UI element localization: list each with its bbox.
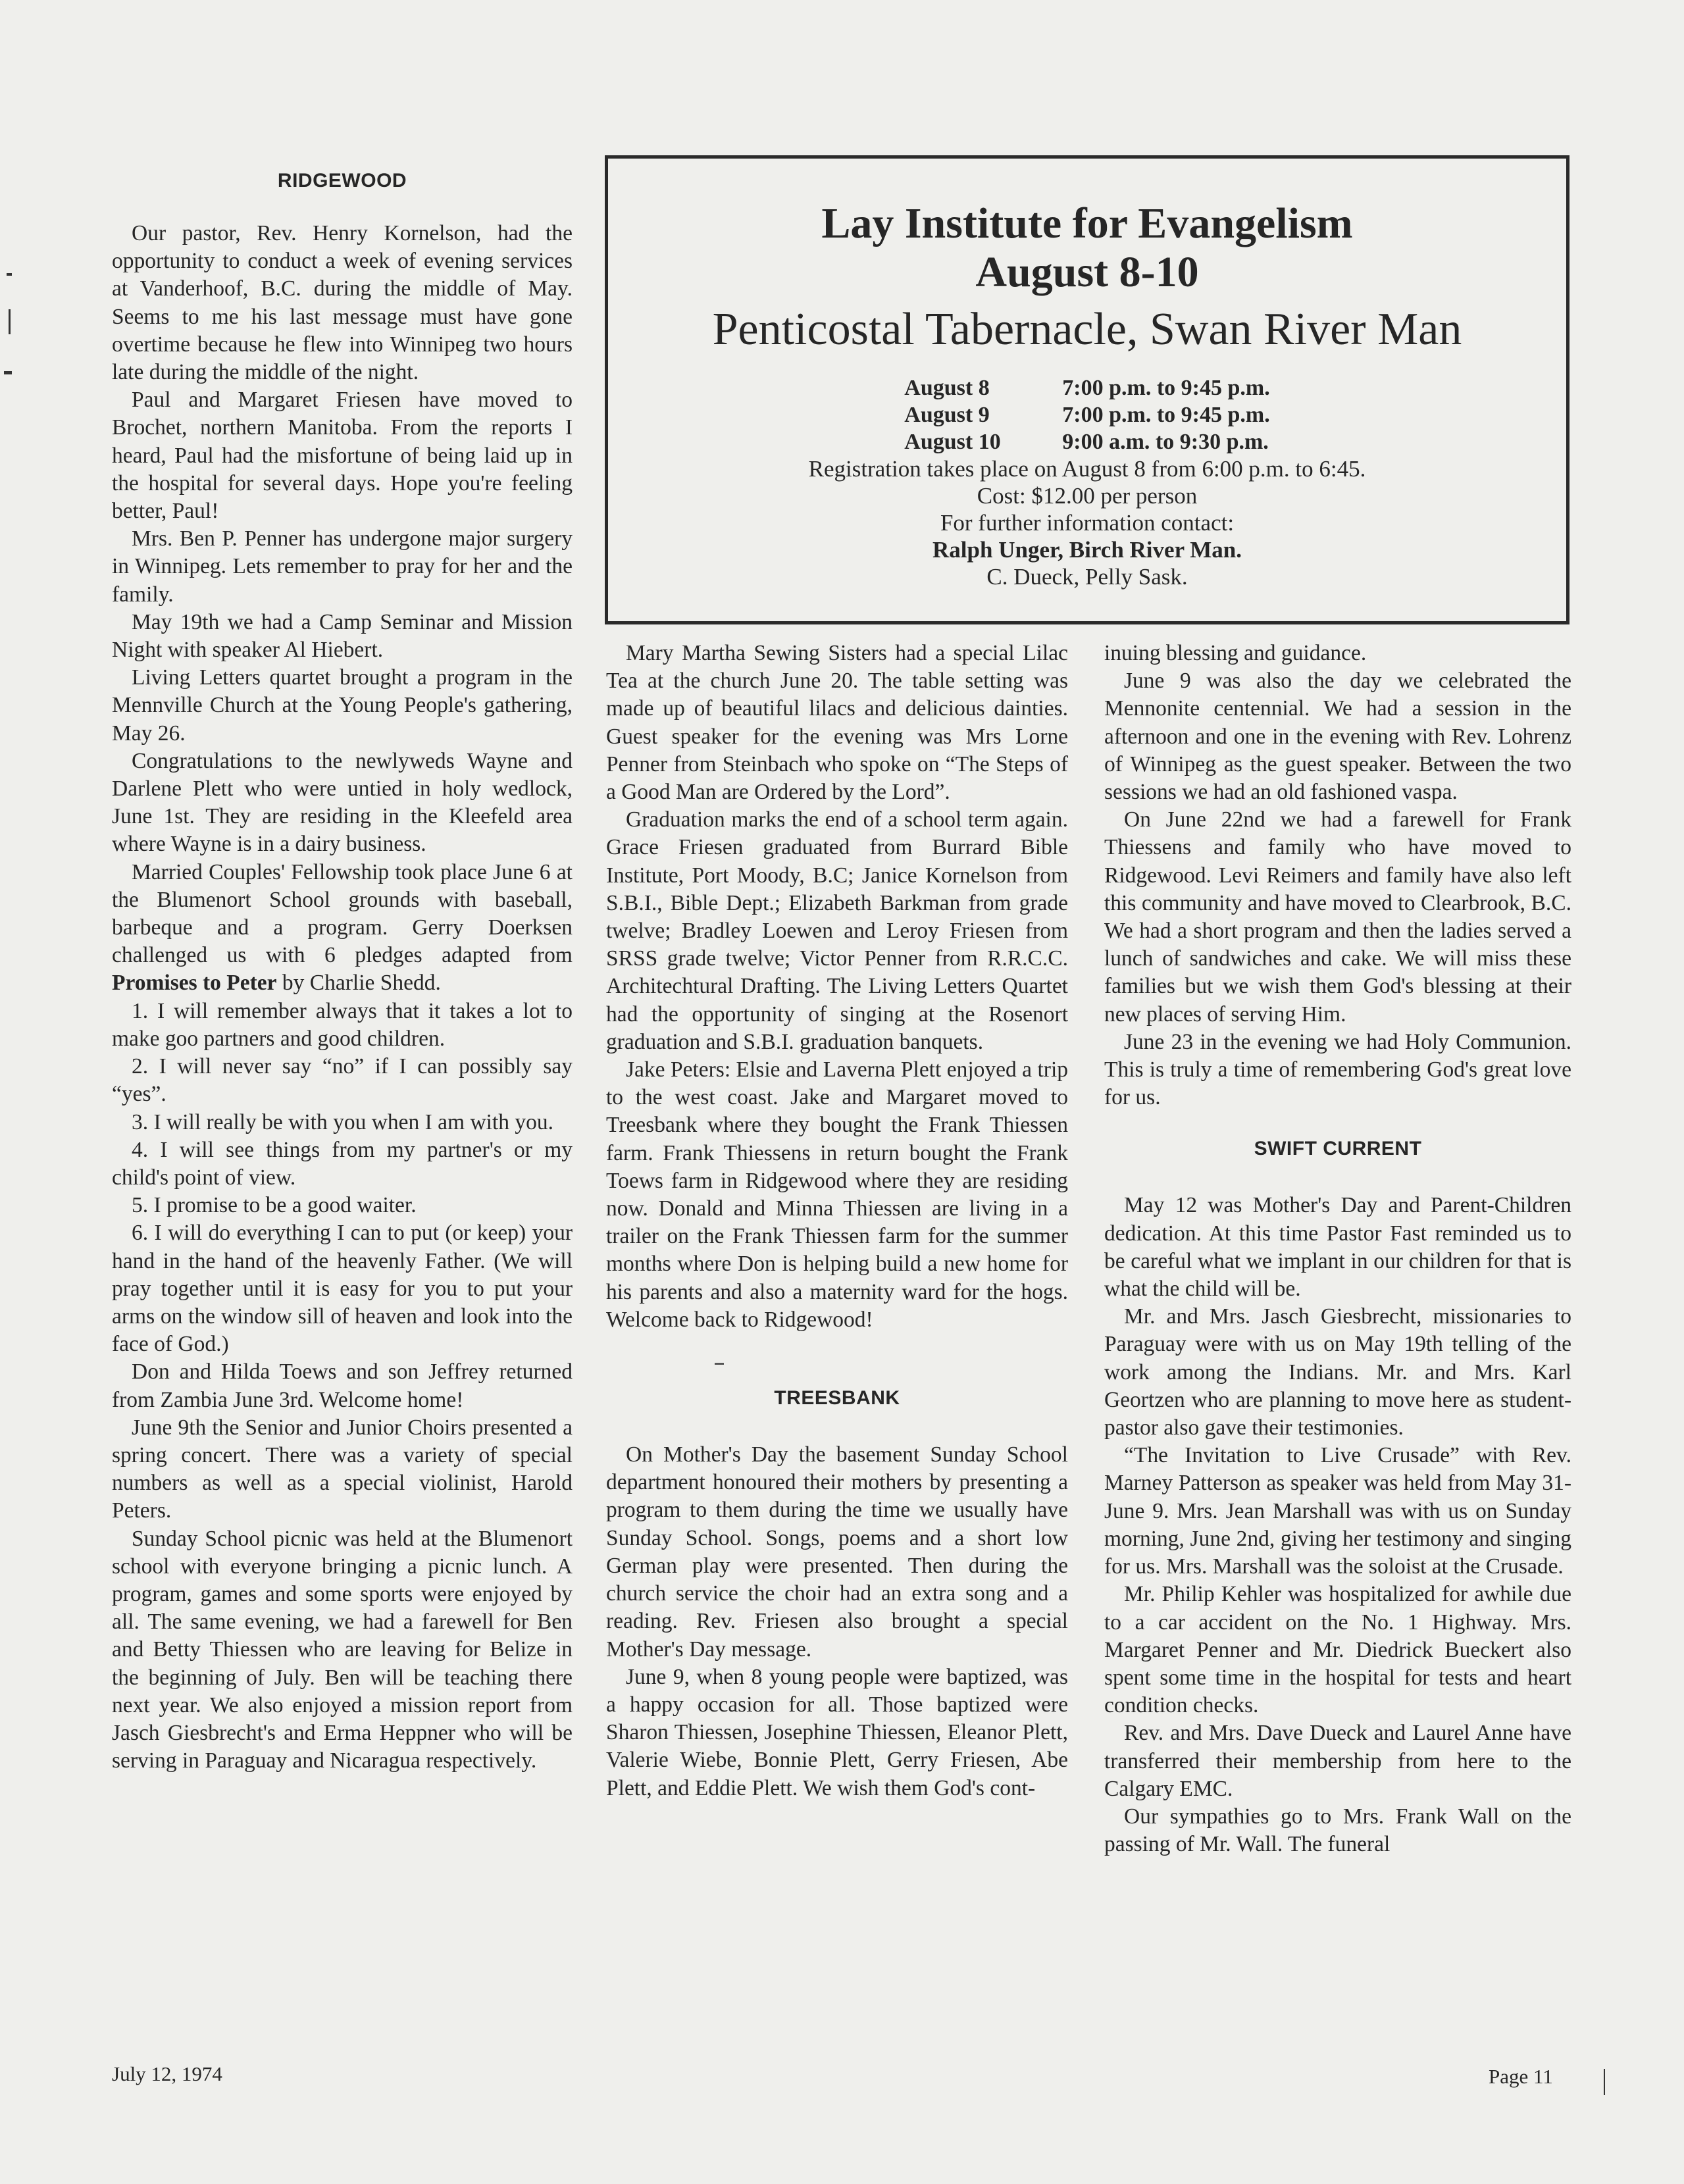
schedule-time: 7:00 p.m. to 9:45 p.m. (1062, 403, 1270, 427)
paragraph: Living Letters quartet brought a program in the Mennville Church at the Young People's gathering, May 26. (112, 665, 573, 746)
paragraph: Rev. and Mrs. Dave Dueck and Laurel Anne have transferred their membership from here to the Calgary EMC. (1104, 1721, 1571, 1801)
ad-title: Lay Institute for Evangelism (821, 199, 1353, 247)
scan-mark (9, 309, 11, 334)
ad-dates: August 8-10 (975, 248, 1199, 296)
paragraph-fellowship (112, 859, 573, 998)
paragraph: June 9, when 8 young people were baptized, was a happy occasion for all. Those baptized were Sharon Thiessen, Josephine Thiessen, Eleanor Plett, Valerie Wiebe, Bonnie Plett, Gerry Friesen, Abe Plett, and Eddie Plett. We wish them God's cont- (606, 1664, 1068, 1800)
event-advertisement-box (605, 155, 1569, 624)
cost-info: Cost: $12.00 per person (977, 483, 1198, 509)
paragraph: May 12 was Mother's Day and Parent-Children dedication. At this time Pastor Fast reminded us to be careful what we implant in our children for that is what the child will be. (1104, 1193, 1571, 1302)
paragraph: Graduation marks the end of a school term again. Grace Friesen graduated from Burrard Bible Institute, Port Moody, B.C; Janice Kornelson from S.B.I., Bible Dept.; Elizabeth Barkman from grade twelve; Bradley Loewen and Leroy Friesen from SRSS grade twelve; Victor Penner from R.R.C.C. Architechtural Drafting. The Living Letters Quartet had the opportunity of singing at the Rosenort graduation and S.B.I. graduation banquets. (606, 807, 1068, 1054)
paragraph: On June 22nd we had a farewell for Frank Thiessens and family who have moved to Ridgewood. Levi Reimers and family have also left this community and have moved to Clearbrook, B.C. We had a short program and then the ladies served a lunch of sandwiches and cake. We will miss these families but we wish them God's blessing at their new places of serving Him. (1104, 807, 1571, 1027)
schedule-date: August 9 (904, 403, 990, 427)
contact-name-1: Ralph Unger, Birch River Man. (932, 537, 1242, 563)
paragraph: June 9th the Senior and Junior Choirs presented a spring concert. There was a variety of special numbers as well as a special violinist, Harold Peters. (112, 1415, 573, 1523)
pledge-item: 3. I will really be with you when I am with you. (132, 1109, 554, 1134)
scan-mark (7, 273, 12, 276)
paragraph: June 23 in the evening we had Holy Communion. This is truly a time of remembering God's great love for us. (1104, 1029, 1571, 1110)
paragraph: Sunday School picnic was held at the Blumenort school with everyone bringing a picnic lunch. A program, games and some sports were enjoyed by all. The same evening, we had a farewell for Ben and Betty Thiessen who are leaving for Belize in the beginning of July. Ben will be teaching there next year. We also enjoyed a mission report from Jasch Giesbrecht's and Erma Heppner who will be serving in Paraguay and Nicaragua respectively. (112, 1526, 573, 1773)
pledge-item: 2. I will never say “no” if I can possibly say “yes”. (112, 1054, 573, 1107)
contact-name-2: C. Dueck, Pelly Sask. (986, 564, 1188, 590)
paragraph: Jake Peters: Elsie and Laverna Plett enjoyed a trip to the west coast. Jake and Margaret moved to Treesbank where they bought the Frank Thiessen farm. Frank Thiessens in return bought the Frank Toews farm in Ridgewood where they are residing now. Donald and Minna Thiessen are living in a trailer on the Frank Thiessen farm for the summer months where Don is helping build a new home for his parents and also a maternity ward for the hogs. Welcome back to Ridgewood! (606, 1057, 1068, 1332)
fellowship-text: Married Couples' Fellowship took place June 6 at the Blumenort School grounds with baseball, barbeque and a program. Gerry Doerksen challenged us with 6 pledges adapted from (112, 859, 573, 968)
paragraph-continuation: inuing blessing and guidance. (1104, 641, 1367, 665)
schedule-row (904, 401, 1269, 428)
paragraph: Congratulations to the newlyweds Wayne and Darlene Plett who were untied in holy wedlock, June 1st. They are residing in the Kleefeld area where Wayne is in a dairy business. (112, 748, 573, 857)
scan-mark (4, 371, 12, 374)
paragraph: Our pastor, Rev. Henry Kornelson, had the opportunity to conduct a week of evening services at Vanderhoof, B.C. during the middle of May. Seems to me his last message must have gone overtime because he flew into Winnipeg two hours late during the middle of the night. (112, 221, 573, 385)
paragraph: May 19th we had a Camp Seminar and Mission Night with speaker Al Hiebert. (112, 609, 573, 663)
schedule-table (904, 374, 1269, 455)
paragraph: Mr. Philip Kehler was hospitalized for awhile due to a car accident on the No. 1 Highway. Mrs. Margaret Penner and Mr. Diedrick Bueckert also spent some time in the hospital for tests and heart condition checks. (1104, 1582, 1571, 1718)
schedule-row (904, 428, 1269, 455)
schedule-row (904, 374, 1269, 401)
pledge-item: 1. I will remember always that it takes a lot to make goo partners and good children. (112, 998, 573, 1051)
section-heading-ridgewood: RIDGEWOOD (277, 170, 407, 191)
paragraph: Mr. and Mrs. Jasch Giesbrecht, missionaries to Paraguay were with us on May 19th telling of the work among the Indians. Mr. and Mrs. Karl Geortzen who are planning to move here as student-pastor also gave their testimonies. (1104, 1304, 1571, 1440)
paragraph: Mary Martha Sewing Sisters had a special Lilac Tea at the church June 20. The table setting was made up of beautiful lilacs and delicious dainties. Guest speaker for the evening was Mrs Lorne Penner from Steinbach who spoke on “The Steps of a Good Man are Ordered by the Lord”. (606, 641, 1068, 805)
section-heading-treesbank: TREESBANK (774, 1387, 900, 1409)
paragraph: Paul and Margaret Friesen have moved to Brochet, northern Manitoba. From the reports I heard, Paul had the misfortune of being laid up in the hospital for several days. Hope you're feeling better, Paul! (112, 388, 573, 524)
footer-date: July 12, 1974 (112, 2062, 222, 2085)
paragraph: Mrs. Ben P. Penner has undergone major surgery in Winnipeg. Lets remember to pray for her and the family. (112, 526, 573, 607)
schedule-time: 9:00 a.m. to 9:30 p.m. (1062, 430, 1269, 454)
registration-info: Registration takes place on August 8 from 6:00 p.m. to 6:45. (808, 456, 1366, 482)
paragraph: Don and Hilda Toews and son Jeffrey returned from Zambia June 3rd. Welcome home! (112, 1359, 573, 1412)
paragraph: On Mother's Day the basement Sunday School department honoured their mothers by presenting a program to them during the time we usually have Sunday School. Songs, poems and a short low German play were presented. Then during the church service the choir had an extra song and a reading. Rev. Friesen also brought a special Mother's Day message. (606, 1442, 1068, 1662)
paragraph: Our sympathies go to Mrs. Frank Wall on the passing of Mr. Wall. The funeral (1104, 1804, 1571, 1857)
dash-mark (715, 1363, 724, 1365)
ad-venue: Penticostal Tabernacle, Swan River Man (712, 304, 1462, 355)
paragraph: “The Invitation to Live Crusade” with Rev. Marney Patterson as speaker was held from May 31-June 9. Mrs. Jean Marshall was with us on Sunday morning, June 2nd, giving her testimony and singing for us. Mrs. Marshall was the soloist at the Crusade. (1104, 1443, 1571, 1579)
pledge-item: 6. I will do everything I can to put (or keep) your hand in the hand of the heavenly Father. (We will pray together until it is easy for you to put your arms on the window sill of heaven and look into the face of God.) (112, 1221, 573, 1357)
middle-column (606, 640, 1068, 1802)
contact-label: For further information contact: (940, 510, 1235, 536)
footer-page-number: Page 11 (1489, 2065, 1553, 2088)
section-heading-swift-current: SWIFT CURRENT (1254, 1138, 1422, 1160)
left-column (112, 170, 573, 1775)
paragraph: June 9 was also the day we celebrated the Mennonite centennial. We had a session in the afternoon and one in the evening with Rev. Lohrenz of Winnipeg as the guest speaker. Between the two sessions we had an old fashioned vaspa. (1104, 669, 1571, 805)
book-title: Promises to Peter (112, 971, 277, 996)
schedule-date: August 10 (904, 430, 1001, 454)
right-column (1104, 640, 1571, 1858)
schedule-date: August 8 (904, 376, 990, 400)
fellowship-end: by Charlie Shedd. (282, 971, 441, 996)
pledge-item: 5. I promise to be a good waiter. (132, 1193, 417, 1218)
schedule-time: 7:00 p.m. to 9:45 p.m. (1062, 376, 1270, 400)
scan-mark (1604, 2069, 1605, 2095)
pledge-item: 4. I will see things from my partner's or my child's point of view. (112, 1137, 573, 1190)
